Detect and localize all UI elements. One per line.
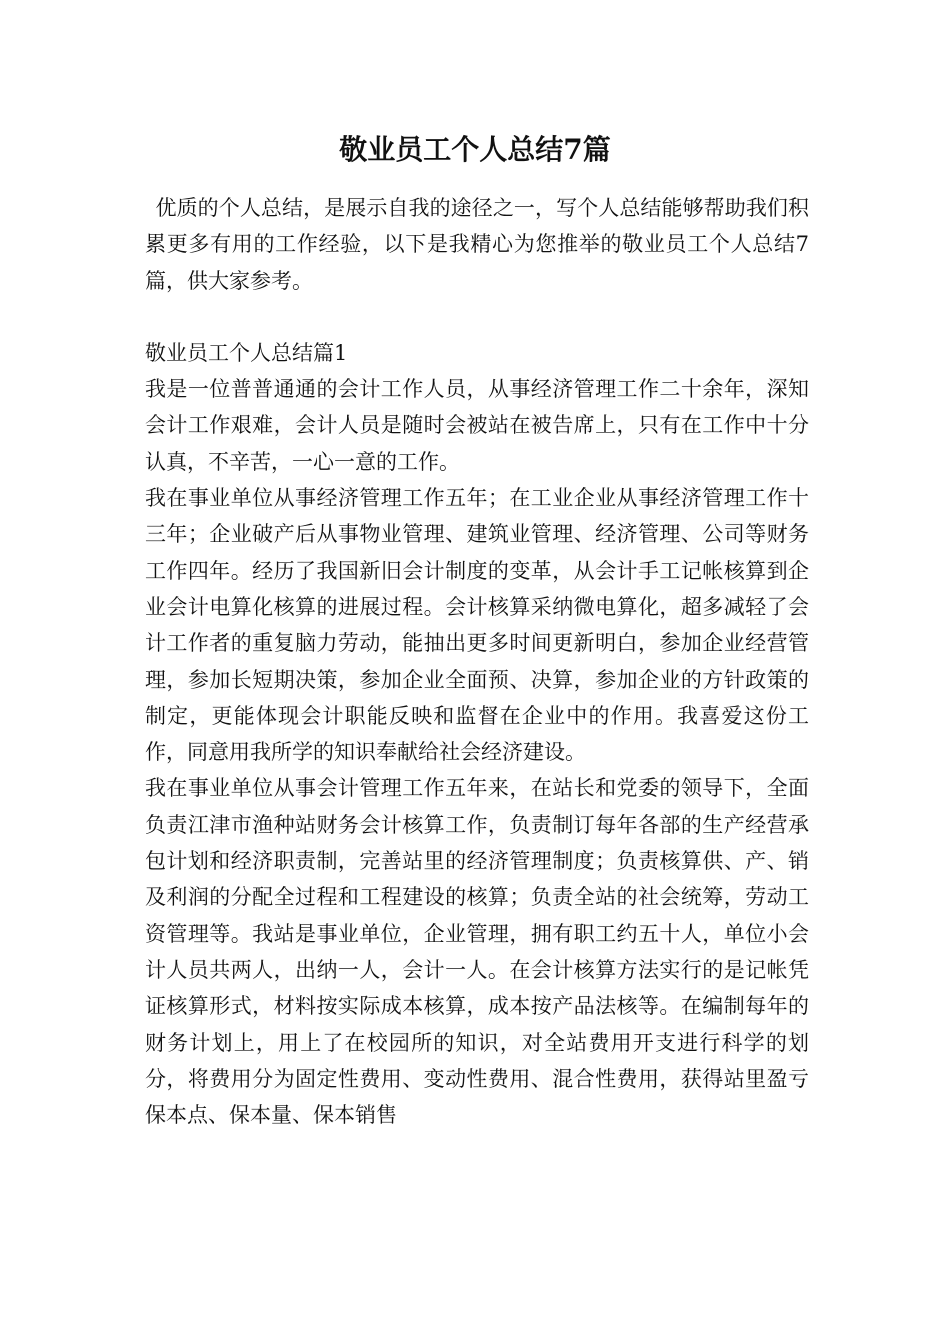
paragraph-spacer [145, 299, 809, 335]
body-paragraph-2: 我在事业单位从事经济管理工作五年；在工业企业从事经济管理工作十三年；企业破产后从事物业管理、建筑业管理、经济管理、公司等财务工作四年。经历了我国新旧会计制度的变革，从会计手工记帐核算到企业会计电算化核算的进展过程。会计核算采纳微电算化，超多减轻了会计工作者的重复脑力劳动，能抽出更多时间更新明白，参加企业经营管理，参加长短期决策，参加企业全面预、决算，参加企业的方针政策的制定，更能体现会计职能反映和监督在企业中的作用。我喜爱这份工作，同意用我所学的知识奉献给社会经济建设。 [145, 486, 809, 765]
body-paragraph-3: 我在事业单位从事会计管理工作五年来，在站长和党委的领导下，全面负责江津市渔种站财务会计核算工作，负责制订每年各部的生产经营承包计划和经济职责制，完善站里的经济管理制度；负责核算供、产、销及利润的分配全过程和工程建设的核算；负责全站的社会统筹，劳动工资管理等。我站是事业单位，企业管理，拥有职工约五十人，单位小会计人员共两人，出纳一人，会计一人。在会计核算方法实行的是记帐凭证核算形式，材料按实际成本核算，成本按产品法核等。在编制每年的财务计划上，用上了在校园所的知识，对全站费用开支进行科学的划分，将费用分为固定性费用、变动性费用、混合性费用，获得站里盈亏保本点、保本量、保本销售 [145, 776, 809, 1128]
section-heading: 敬业员工个人总结篇1 [145, 340, 348, 365]
intro-paragraph: 优质的个人总结，是展示自我的途径之一，写个人总结能够帮助我们积累更多有用的工作经验，以下是我精心为您推举的敬业员工个人总结7篇，供大家参考。 [145, 196, 809, 293]
document-body [145, 190, 809, 1133]
document-title: 敬业员工个人总结7篇 [339, 133, 611, 166]
body-paragraph-1: 我是一位普普通通的会计工作人员，从事经济管理工作二十余年，深知会计工作艰难，会计人员是随时会被站在被告席上，只有在工作中十分认真，不辛苦，一心一意的工作。 [145, 377, 809, 474]
